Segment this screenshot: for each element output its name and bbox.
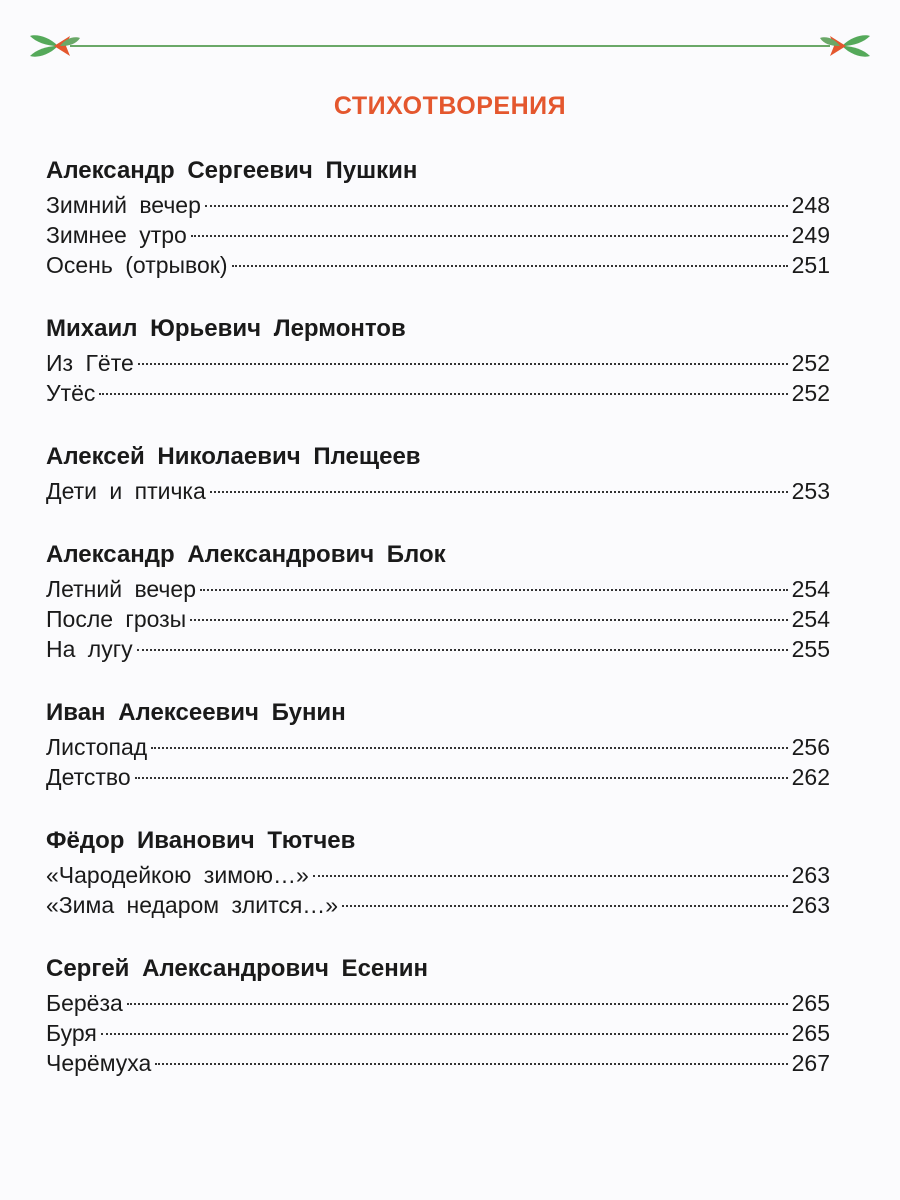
section-title: СТИХОТВОРЕНИЯ [333,92,567,120]
dot-leader [342,905,788,907]
dot-leader [191,235,788,237]
poem-title: Из Гёте [46,350,134,376]
dot-leader [138,363,788,365]
poem-title: Летний вечер [46,576,196,602]
poem-title: Детство [46,764,131,790]
page-number: 254 [791,576,830,602]
dot-leader [151,747,787,749]
toc-entry[interactable] [46,574,830,604]
toc-entry[interactable] [46,476,830,506]
toc-entry[interactable] [46,190,830,220]
toc-entry[interactable] [46,348,830,378]
poem-title: Утёс [46,380,96,406]
page-number: 265 [791,990,830,1016]
author-heading: Александр Александрович Блок [46,541,446,568]
spacer [46,792,830,822]
page-number: 252 [791,350,830,376]
dot-leader [200,589,788,591]
dot-leader [127,1003,788,1005]
page-number: 252 [791,380,830,406]
author-heading: Фёдор Иванович Тютчев [46,827,356,854]
page-number: 263 [791,892,830,918]
spacer [46,920,830,950]
header-ornament [30,22,870,72]
toc-entry[interactable] [46,732,830,762]
toc-entry[interactable] [46,634,830,664]
poem-title: «Зима недаром злится…» [46,892,339,918]
spacer [46,408,830,438]
toc-entry[interactable] [46,378,830,408]
page-number: 255 [791,636,830,662]
page-number: 254 [791,606,830,632]
page-number: 265 [791,1020,830,1046]
toc-entry[interactable] [46,604,830,634]
spacer [46,664,830,694]
poem-title: Черёмуха [46,1050,152,1076]
dot-leader [232,265,788,267]
poem-title: Дети и птичка [46,478,206,504]
dot-leader [205,205,788,207]
toc-entry[interactable] [46,762,830,792]
page-number: 251 [791,252,830,278]
page-number: 253 [791,478,830,504]
toc-entry[interactable] [46,988,830,1018]
dot-leader [155,1063,787,1065]
page-number: 249 [791,222,830,248]
poem-title: «Чародейкою зимою…» [46,862,309,888]
poem-title: Буря [46,1020,97,1046]
toc-entry[interactable] [46,1048,830,1078]
page-number: 262 [791,764,830,790]
dot-leader [190,619,787,621]
poem-title: После грозы [46,606,187,632]
dot-leader [210,491,788,493]
dot-leader [313,875,788,877]
author-heading: Иван Алексеевич Бунин [46,699,346,726]
table-of-contents [46,152,830,1078]
author-heading: Михаил Юрьевич Лермонтов [46,315,406,342]
poem-title: Осень (отрывок) [46,252,228,278]
spacer [46,506,830,536]
toc-entry[interactable] [46,890,830,920]
dot-leader [135,777,788,779]
poem-title: Зимнее утро [46,222,187,248]
spacer [46,280,830,310]
toc-entry[interactable] [46,220,830,250]
author-heading: Сергей Александрович Есенин [46,955,429,982]
poem-title: Листопад [46,734,148,760]
page-number: 248 [791,192,830,218]
page-number: 263 [791,862,830,888]
dot-leader [137,649,788,651]
poem-title: Берёза [46,990,123,1016]
toc-entry[interactable] [46,1018,830,1048]
toc-entry[interactable] [46,860,830,890]
page-number: 267 [791,1050,830,1076]
dot-leader [101,1033,788,1035]
toc-entry[interactable] [46,250,830,280]
author-heading: Алексей Николаевич Плещеев [46,443,421,470]
author-heading: Александр Сергеевич Пушкин [46,157,418,184]
page-number: 256 [791,734,830,760]
dot-leader [99,393,787,395]
poem-title: На лугу [46,636,133,662]
poem-title: Зимний вечер [46,192,201,218]
